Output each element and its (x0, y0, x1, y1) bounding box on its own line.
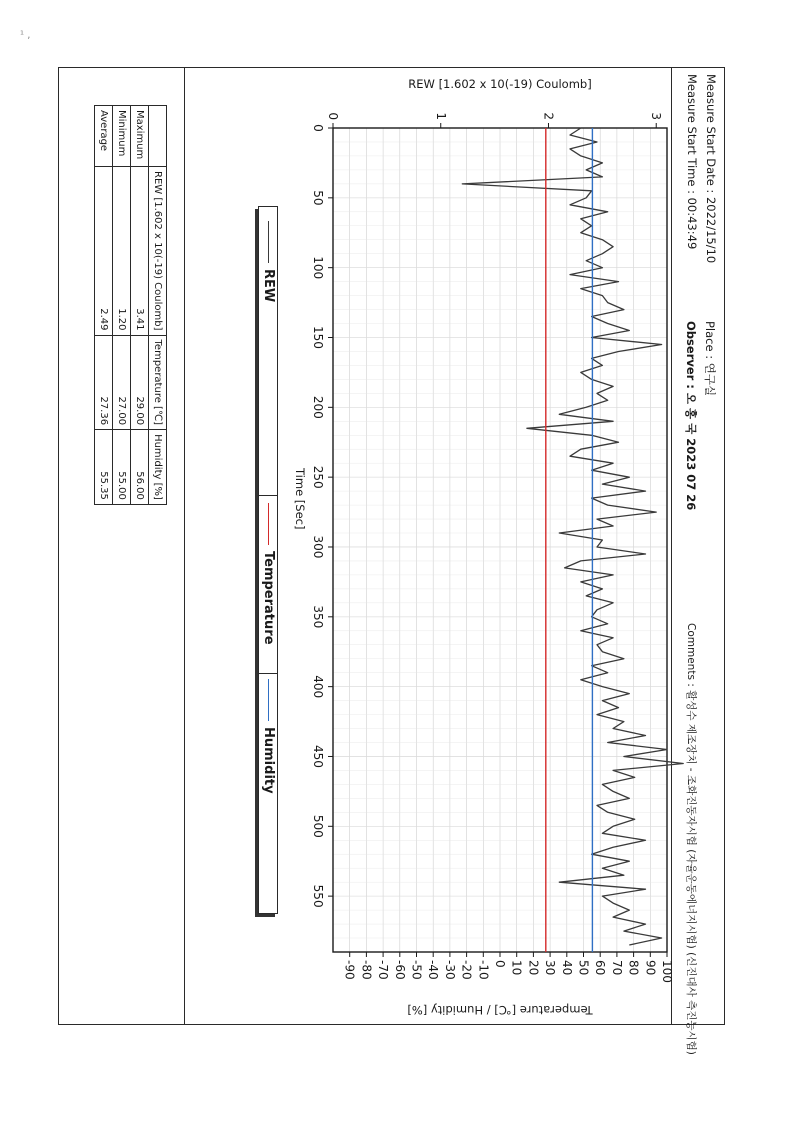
right-tick-label: -40 (426, 960, 441, 980)
left-axis-ticks (326, 112, 663, 128)
legend-divider (259, 673, 277, 674)
x-axis-title: Time [Sec] (293, 468, 307, 530)
stats-table (94, 105, 167, 505)
stats-header-cell: Humidity [%] (149, 430, 167, 505)
stats-cell: 55.00 (113, 430, 131, 505)
measure-start-time: Measure Start Time : 00:43:49 (685, 74, 699, 250)
x-tick-label: 400 (311, 675, 325, 699)
right-axis-ticks (343, 952, 674, 983)
measure-start-date: Measure Start Date : 2022/15/10 (704, 74, 718, 264)
x-tick-label: 250 (311, 465, 325, 489)
left-tick-label: 3 (649, 112, 664, 120)
stats-row-label: Average (95, 106, 113, 167)
observer-label: Observer : 오 홍 국 2023 07 26 (684, 321, 698, 511)
stats-header-cell (149, 106, 167, 167)
right-tick-label: 40 (559, 960, 574, 976)
legend-humidity (259, 679, 277, 794)
stats-row (131, 106, 149, 505)
stats-cell: 56.00 (131, 430, 149, 505)
stats-row (113, 106, 131, 505)
left-tick-label: 1 (433, 112, 448, 120)
stats-cell: 27.36 (95, 335, 113, 430)
right-tick-label: 90 (643, 960, 658, 976)
x-axis-ticks (311, 124, 333, 907)
stats-cell: 29.00 (131, 335, 149, 430)
stats-cell: 2.49 (95, 167, 113, 336)
right-tick-label: 30 (543, 960, 558, 976)
legend-temperature-label: Temperature (261, 551, 276, 645)
x-tick-label: 50 (311, 190, 325, 206)
right-tick-label: -90 (342, 960, 357, 980)
comments-label: Comments : 활성수 제조장치 - 조화진동자시험 (자율운동에너지시험) (신진대사 측진능시험) (685, 623, 697, 1055)
stats-header-cell: Temperature [℃] (149, 335, 167, 430)
horizontal-grid (350, 128, 667, 952)
x-tick-label: 150 (311, 326, 325, 349)
legend-temperature-swatch (268, 503, 269, 545)
right-tick-label: 80 (626, 960, 641, 976)
x-tick-label: 450 (311, 745, 325, 768)
right-tick-label: 70 (609, 960, 624, 976)
legend-rew (259, 221, 277, 302)
legend-humidity-swatch (268, 679, 269, 721)
legend-rew-swatch (268, 221, 269, 263)
right-tick-label: -60 (392, 960, 407, 980)
stats-cell: 27.00 (113, 335, 131, 430)
legend-humidity-label: Humidity (261, 727, 276, 794)
x-tick-label: 350 (311, 605, 325, 629)
right-tick-label: 100 (660, 960, 674, 983)
right-tick-label: -30 (442, 960, 457, 980)
stats-header-row (149, 106, 167, 505)
x-tick-label: 100 (311, 256, 325, 280)
corner-mark: ¹ , (20, 30, 31, 41)
right-axis-title: Temperature [℃] / Humidity [%] (407, 1003, 593, 1017)
chart-legend (258, 206, 278, 914)
stats-cell: 55.35 (95, 430, 113, 505)
stats-cell: 3.41 (131, 167, 149, 336)
x-tick-label: 550 (311, 884, 325, 908)
left-tick-label: 2 (541, 112, 556, 120)
stats-row-label: Minimum (113, 106, 131, 167)
right-tick-label: -20 (459, 960, 474, 980)
left-tick-label: 0 (326, 112, 340, 120)
x-tick-label: 500 (311, 814, 325, 838)
right-tick-label: 0 (493, 960, 507, 968)
stats-cell: 1.20 (113, 167, 131, 336)
right-tick-label: -80 (359, 960, 374, 980)
x-tick-label: 300 (311, 535, 325, 559)
report-page (58, 67, 725, 1055)
stats-row (95, 106, 113, 505)
legend-temperature (259, 503, 277, 645)
right-tick-label: -70 (376, 960, 391, 980)
x-tick-label: 0 (311, 124, 325, 132)
right-tick-label: 10 (509, 960, 524, 976)
right-tick-label: 20 (526, 960, 541, 976)
right-tick-label: -50 (409, 960, 424, 980)
right-tick-label: -10 (476, 960, 491, 980)
place-label: Place : 연구실 (703, 321, 717, 397)
right-tick-label: 50 (576, 960, 591, 976)
legend-rew-label: REW (261, 269, 276, 303)
left-axis-title: REW [1.602 x 10(-19) Coulomb] (408, 77, 592, 91)
rotated-report (59, 68, 726, 1055)
legend-divider (259, 495, 277, 496)
stats-row-label: Maximum (131, 106, 149, 167)
stats-header-cell: REW [1.602 x 10(-19) Coulomb] (149, 167, 167, 336)
x-tick-label: 200 (311, 395, 325, 419)
right-tick-label: 60 (593, 960, 608, 976)
